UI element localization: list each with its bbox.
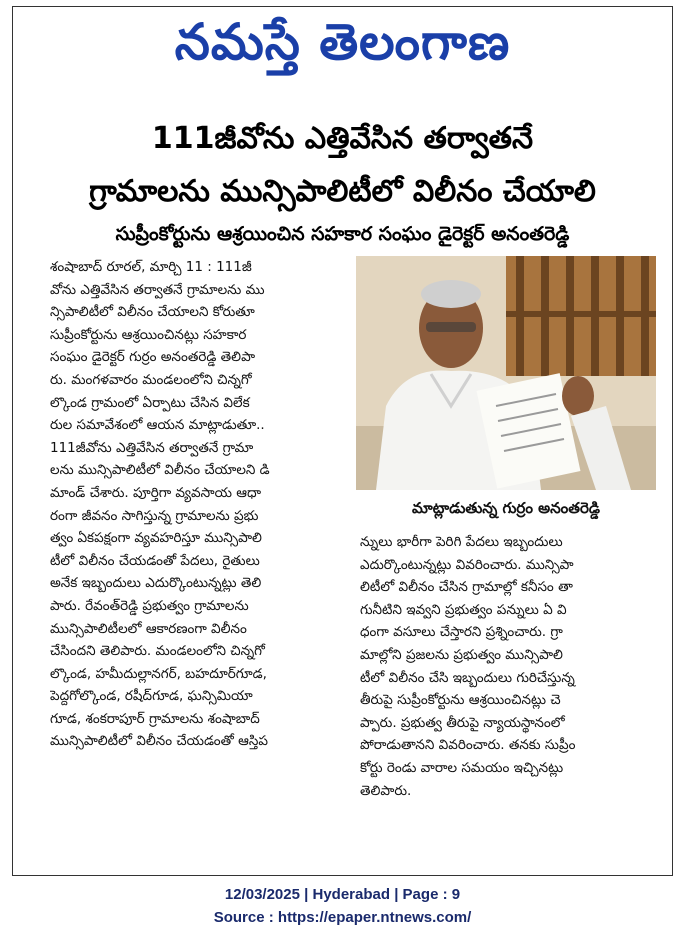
article-left-column — [50, 256, 340, 753]
article-text-line: పోరాడుతానని వివరించారు. తనకు సుప్రీం — [360, 737, 576, 754]
article-text-line: రుల సమావేశంలో ఆయన మాట్లాడుతూ.. — [50, 417, 265, 434]
article-text-line: టీలో విలీనం చేసి ఇబ్బందులు గురిచేస్తున్న — [360, 669, 575, 686]
article-text-line: పారు. రేవంత్‌రెడ్డి ప్రభుత్వం గ్రామాలను — [50, 597, 249, 614]
article-text-line: త్వం ఏకపక్షంగా వ్యవహరిస్తూ మున్సిపాలి — [50, 530, 262, 547]
footer-source-link[interactable]: Source : https://epaper.ntnews.com/ — [213, 909, 472, 926]
article-text-line: రంగా జీవనం సాగిస్తున్న గ్రామాలను ప్రభు — [50, 507, 259, 524]
article-text-line: తెలిపారు. — [360, 782, 412, 799]
article-text-line: లను మున్సిపాలిటీలో విలీనం చేయాలని డి — [50, 462, 270, 479]
article-text-line: అనేక ఇబ్బందులు ఎదుర్కొంటున్నట్లు తెలి — [50, 575, 262, 592]
article-text-line: మాండ్ చేశారు. పూర్తిగా వ్యవసాయ ఆధా — [50, 484, 262, 501]
article-text-line: ప్పారు. ప్రభుత్వ తీరుపై న్యాయస్థానంలో — [360, 714, 565, 731]
article-text-line: పెద్దగోల్కొండ, రషీద్‌గూడ, ఘన్సిమియా — [50, 688, 253, 705]
article-text-line: న్నులు భారీగా పెరిగి పేదలు ఇబ్బందులు — [360, 534, 563, 550]
headline-line-1: 111జీవోను ఎత్తివేసిన తర్వాతనే — [151, 121, 534, 156]
headline-line-2: గ్రామాలను మున్సిపాలిటీలో విలీనం చేయాలి — [89, 174, 596, 209]
photo-caption: మాట్లాడుతున్న గుర్రం అనంతరెడ్డి — [412, 499, 600, 517]
article-right-column — [360, 531, 658, 802]
article-text-line: గునీటిని ఇవ్వని ప్రభుత్వం పన్నులు ఏ వి — [360, 601, 567, 618]
article-text-line: ల్కొండ, హమీదుల్లానగర్, బహదూర్‌గూడ, — [50, 665, 267, 682]
article-text-line: చేసిందని తెలిపారు. మండలంలోని చిన్నగో — [50, 643, 265, 660]
masthead-title: నమస్తే తెలంగాణ — [174, 13, 511, 71]
article-text-line: మున్సిపాలిటీలలో ఆకారణంగా విలీనం — [50, 620, 247, 637]
article-text-line: లిటీలో విలీనం చేసిన గ్రామాల్లో కనీసం తా — [360, 579, 573, 596]
article-text-line: గూడ, శంకరాపూర్ గ్రామాలను శంషాబాద్ — [50, 710, 260, 727]
article-photo — [356, 256, 656, 490]
footer-date-line: 12/03/2025 | Hyderabad | Page : 9 — [224, 886, 461, 903]
article-text-line: మాల్లోని ప్రజలను ప్రభుత్వం మున్సిపాలి — [360, 646, 563, 663]
article-text-line: న్సిపాలిటీలో విలీనం చేయాలని కోరుతూ — [50, 304, 255, 321]
article-text-line: వోను ఎత్తివేసిన తర్వాతనే గ్రామాలను ము — [50, 281, 265, 298]
article-text-line: టీలో విలీనం చేయడంతో పేదలు, రైతులు — [50, 552, 260, 569]
person-holding-document-image — [356, 256, 656, 490]
article-text-line: సంఘం డైరెక్టర్ గుర్రం అనంతరెడ్డి తెలిపా — [50, 349, 255, 366]
article-text-line: తీరుపై సుప్రీంకోర్టును ఆశ్రయించినట్లు చె — [360, 692, 561, 709]
article-text-line: మున్సిపాలిటీలో విలీనం చేయడంతో ఆస్తిప — [50, 733, 268, 750]
article-text-line: ఎదుర్కొంటున్నట్లు వివరించారు. మున్సిపా — [360, 556, 574, 573]
masthead — [13, 7, 672, 79]
article-text-line: రు. మంగళవారం మండలంలోని చిన్నగో — [50, 371, 252, 388]
article-text-line: కోర్టు రెండు వారాల సమయం ఇచ్చినట్లు — [360, 759, 564, 776]
article-text-line: ల్కొండ గ్రామంలో ఏర్పాటు చేసిన విలేక — [50, 394, 250, 411]
article-text-line: శంషాబాద్ రూరల్, మార్చి 11 : 111జీ — [50, 259, 252, 275]
subheadline: సుప్రీంకోర్టును ఆశ్రయించిన సహకార సంఘం డైరెక్టర్ అనంతరెడ్డి — [115, 223, 570, 245]
article-text-line: ధంగా వసూలు చేస్తారని ప్రశ్నించారు. గ్రా — [360, 624, 563, 641]
article-text-line: సుప్రీంకోర్టును ఆశ్రయించినట్లు సహకార — [50, 326, 247, 343]
article-text-line: 111జీవోను ఎత్తివేసిన తర్వాతనే గ్రామా — [50, 439, 254, 456]
